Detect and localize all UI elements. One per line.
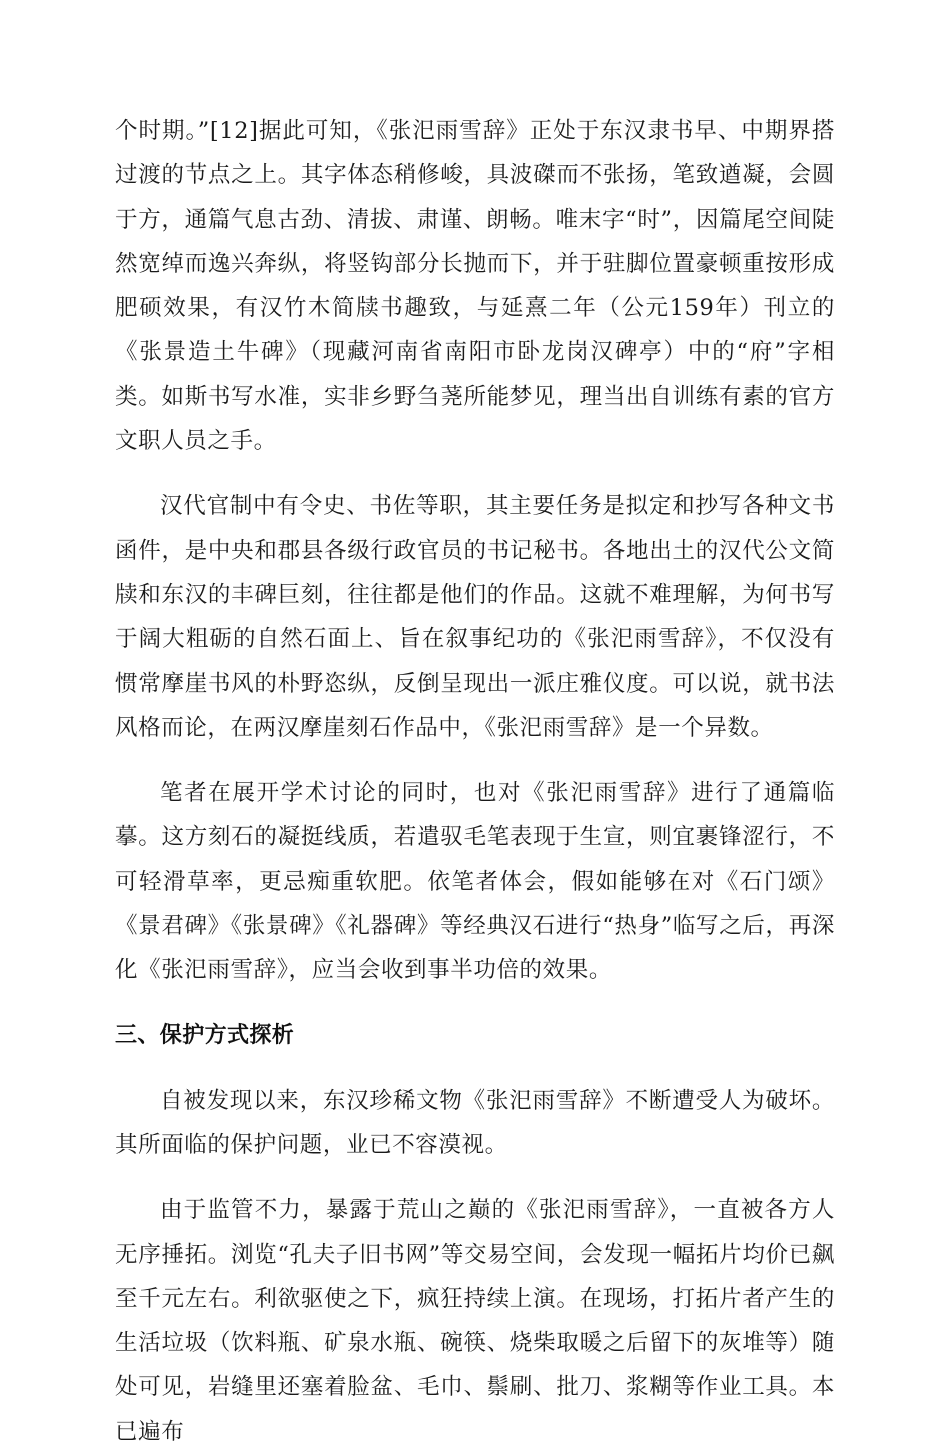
paragraph-gap (115, 1167, 835, 1188)
paragraph-gap (115, 750, 835, 771)
paragraph-rubbing-damage: 由于监管不力，暴露于荒山之巅的《张汜雨雪辞》，一直被各方人无序捶拓。浏览“孔夫子旧书网”等交易空间，会发现一幅拓片均价已飙至千元左右。利欲驱使之下，疯狂持续上演。在现场，打拓片者产生的生活垃圾（饮料瓶、矿泉水瓶、碗筷、烧柴取暖之后留下的灰堆等）随处可见，岩缝里还塞着脸盆、毛巾、鬃刷、批刀、浆糊等作业工具。本已遍布 (115, 1197, 835, 1445)
paragraph-copying-practice: 笔者在展开学术讨论的同时，也对《张汜雨雪辞》进行了通篇临摹。这方刻石的凝挺线质，若遣驭毛笔表现于生宣，则宜裹锋涩行，不可轻滑草率，更忌痴重软肥。依笔者体会，假如能够在对《石门颂》《景君碑》《张景碑》《礼器碑》等经典汉石进行“热身”临写之后，再深化《张汜雨雪辞》，应当会收到事半功倍的效果。 (115, 780, 835, 984)
document-body (115, 109, 835, 1454)
paragraph-gap (115, 993, 835, 1014)
paragraph-official-scribes: 汉代官制中有令史、书佐等职，其主要任务是拟定和抄写各种文书函件，是中央和郡县各级行政官员的书记秘书。各地出土的汉代公文简牍和东汉的丰碑巨刻，往往都是他们的作品。这就不难理解，为何书写于阔大粗砺的自然石面上、旨在叙事纪功的《张汜雨雪辞》，不仅没有惯常摩崖书风的朴野恣纵，反倒呈现出一派庄雅仪度。可以说，就书法风格而论，在两汉摩崖刻石作品中，《张汜雨雪辞》是一个异数。 (115, 493, 835, 741)
paragraph-gap (115, 1058, 835, 1079)
paragraph-gap (115, 463, 835, 484)
paragraph-continuation: 个时期。”[12]据此可知，《张汜雨雪辞》正处于东汉隶书早、中期界搭过渡的节点之上。其字体态稍修峻，具波磔而不张扬，笔致遒凝，会圆于方，通篇气息古劲、清拔、肃谨、朗畅。唯末字“时”，因篇尾空间陡然宽绰而逸兴奔纵，将竖钩部分长抛而下，并于驻脚位置豪顿重按形成肥硕效果，有汉竹木简牍书趣致，与延熹二年（公元159年）刊立的《张景造土牛碑》（现藏河南省南阳市卧龙岗汉碑亭）中的“府”字相类。如斯书写水准，实非乡野刍荛所能梦见，理当出自训练有素的官方文职人员之手。 (115, 118, 835, 455)
paragraph-protection-intro: 自被发现以来，东汉珍稀文物《张汜雨雪辞》不断遭受人为破坏。其所面临的保护问题，业已不容漠视。 (115, 1087, 835, 1158)
section-heading: 三、保护方式探析 (115, 1022, 295, 1048)
